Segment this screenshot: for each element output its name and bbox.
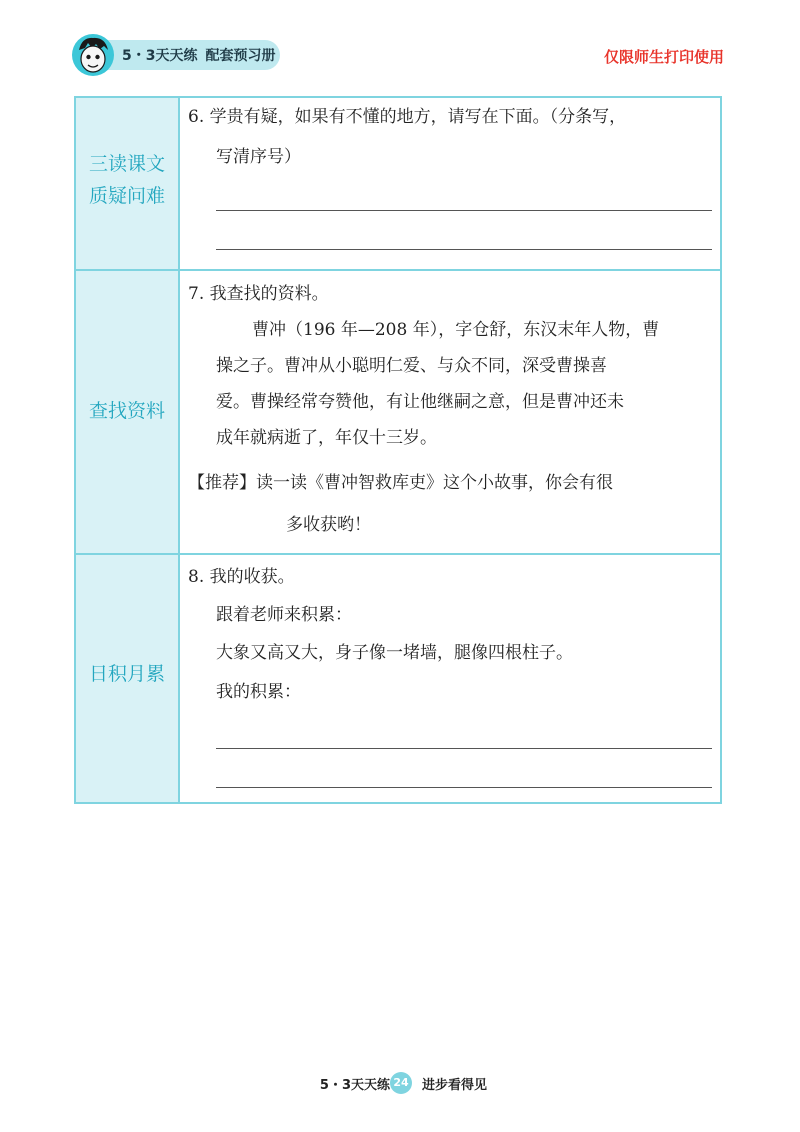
recommendation: 【推荐】读一读《曹冲智救库吏》这个小故事，你会有很 — [188, 473, 613, 493]
row-label-line: 日积月累 — [88, 663, 165, 685]
answer-line[interactable] — [216, 748, 712, 749]
page-number: 24 — [390, 1072, 412, 1094]
row-label-accumulation — [76, 658, 178, 690]
question-6-cont: 写清序号） — [216, 147, 301, 167]
question-7: 7. 我查找的资料。 — [188, 284, 329, 304]
answer-line[interactable] — [216, 210, 712, 211]
question-8: 8. 我的收获。 — [188, 567, 295, 587]
row-label-line: 三读课文 — [88, 153, 165, 175]
footer — [0, 1072, 800, 1096]
question-6: 6. 学贵有疑，如果有不懂的地方，请写在下面。（分条写， — [188, 107, 627, 127]
print-notice: 仅限师生打印使用 — [603, 48, 724, 66]
research-paragraph: 成年就病逝了，年仅十三岁。 — [216, 428, 437, 448]
worksheet-table — [74, 96, 722, 804]
research-paragraph: 操之子。曹冲从小聪明仁爱、与众不同，深受曹操喜 — [216, 356, 607, 376]
row-divider — [76, 553, 720, 555]
row-divider — [76, 269, 720, 271]
mascot-icon — [70, 32, 116, 78]
footer-slogan: 进步看得见 — [422, 1078, 488, 1093]
recommendation-cont: 多收获哟！ — [286, 515, 371, 535]
research-paragraph: 曹冲（196 年—208 年），字仓舒，东汉末年人物，曹 — [252, 320, 660, 340]
example-sentence: 大象又高又大，身子像一堵墙，腿像四根柱子。 — [216, 643, 573, 663]
header-title — [122, 45, 275, 65]
row-label-line: 质疑问难 — [88, 185, 165, 207]
row-label-research — [76, 395, 178, 427]
footer-brand: 5・3天天练 — [319, 1078, 390, 1093]
my-accumulation-prompt: 我的积累： — [216, 682, 301, 702]
teacher-prompt: 跟着老师来积累： — [216, 605, 352, 625]
row-label-questions — [76, 148, 178, 212]
answer-line[interactable] — [216, 249, 712, 250]
research-paragraph: 爱。曹操经常夸赞他，有让他继嗣之意，但是曹冲还未 — [216, 392, 624, 412]
brand-subtitle: 配套预习册 — [205, 48, 276, 64]
brand-name: 5・3天天练 — [122, 48, 198, 64]
answer-line[interactable] — [216, 787, 712, 788]
row-label-line: 查找资料 — [88, 400, 165, 422]
